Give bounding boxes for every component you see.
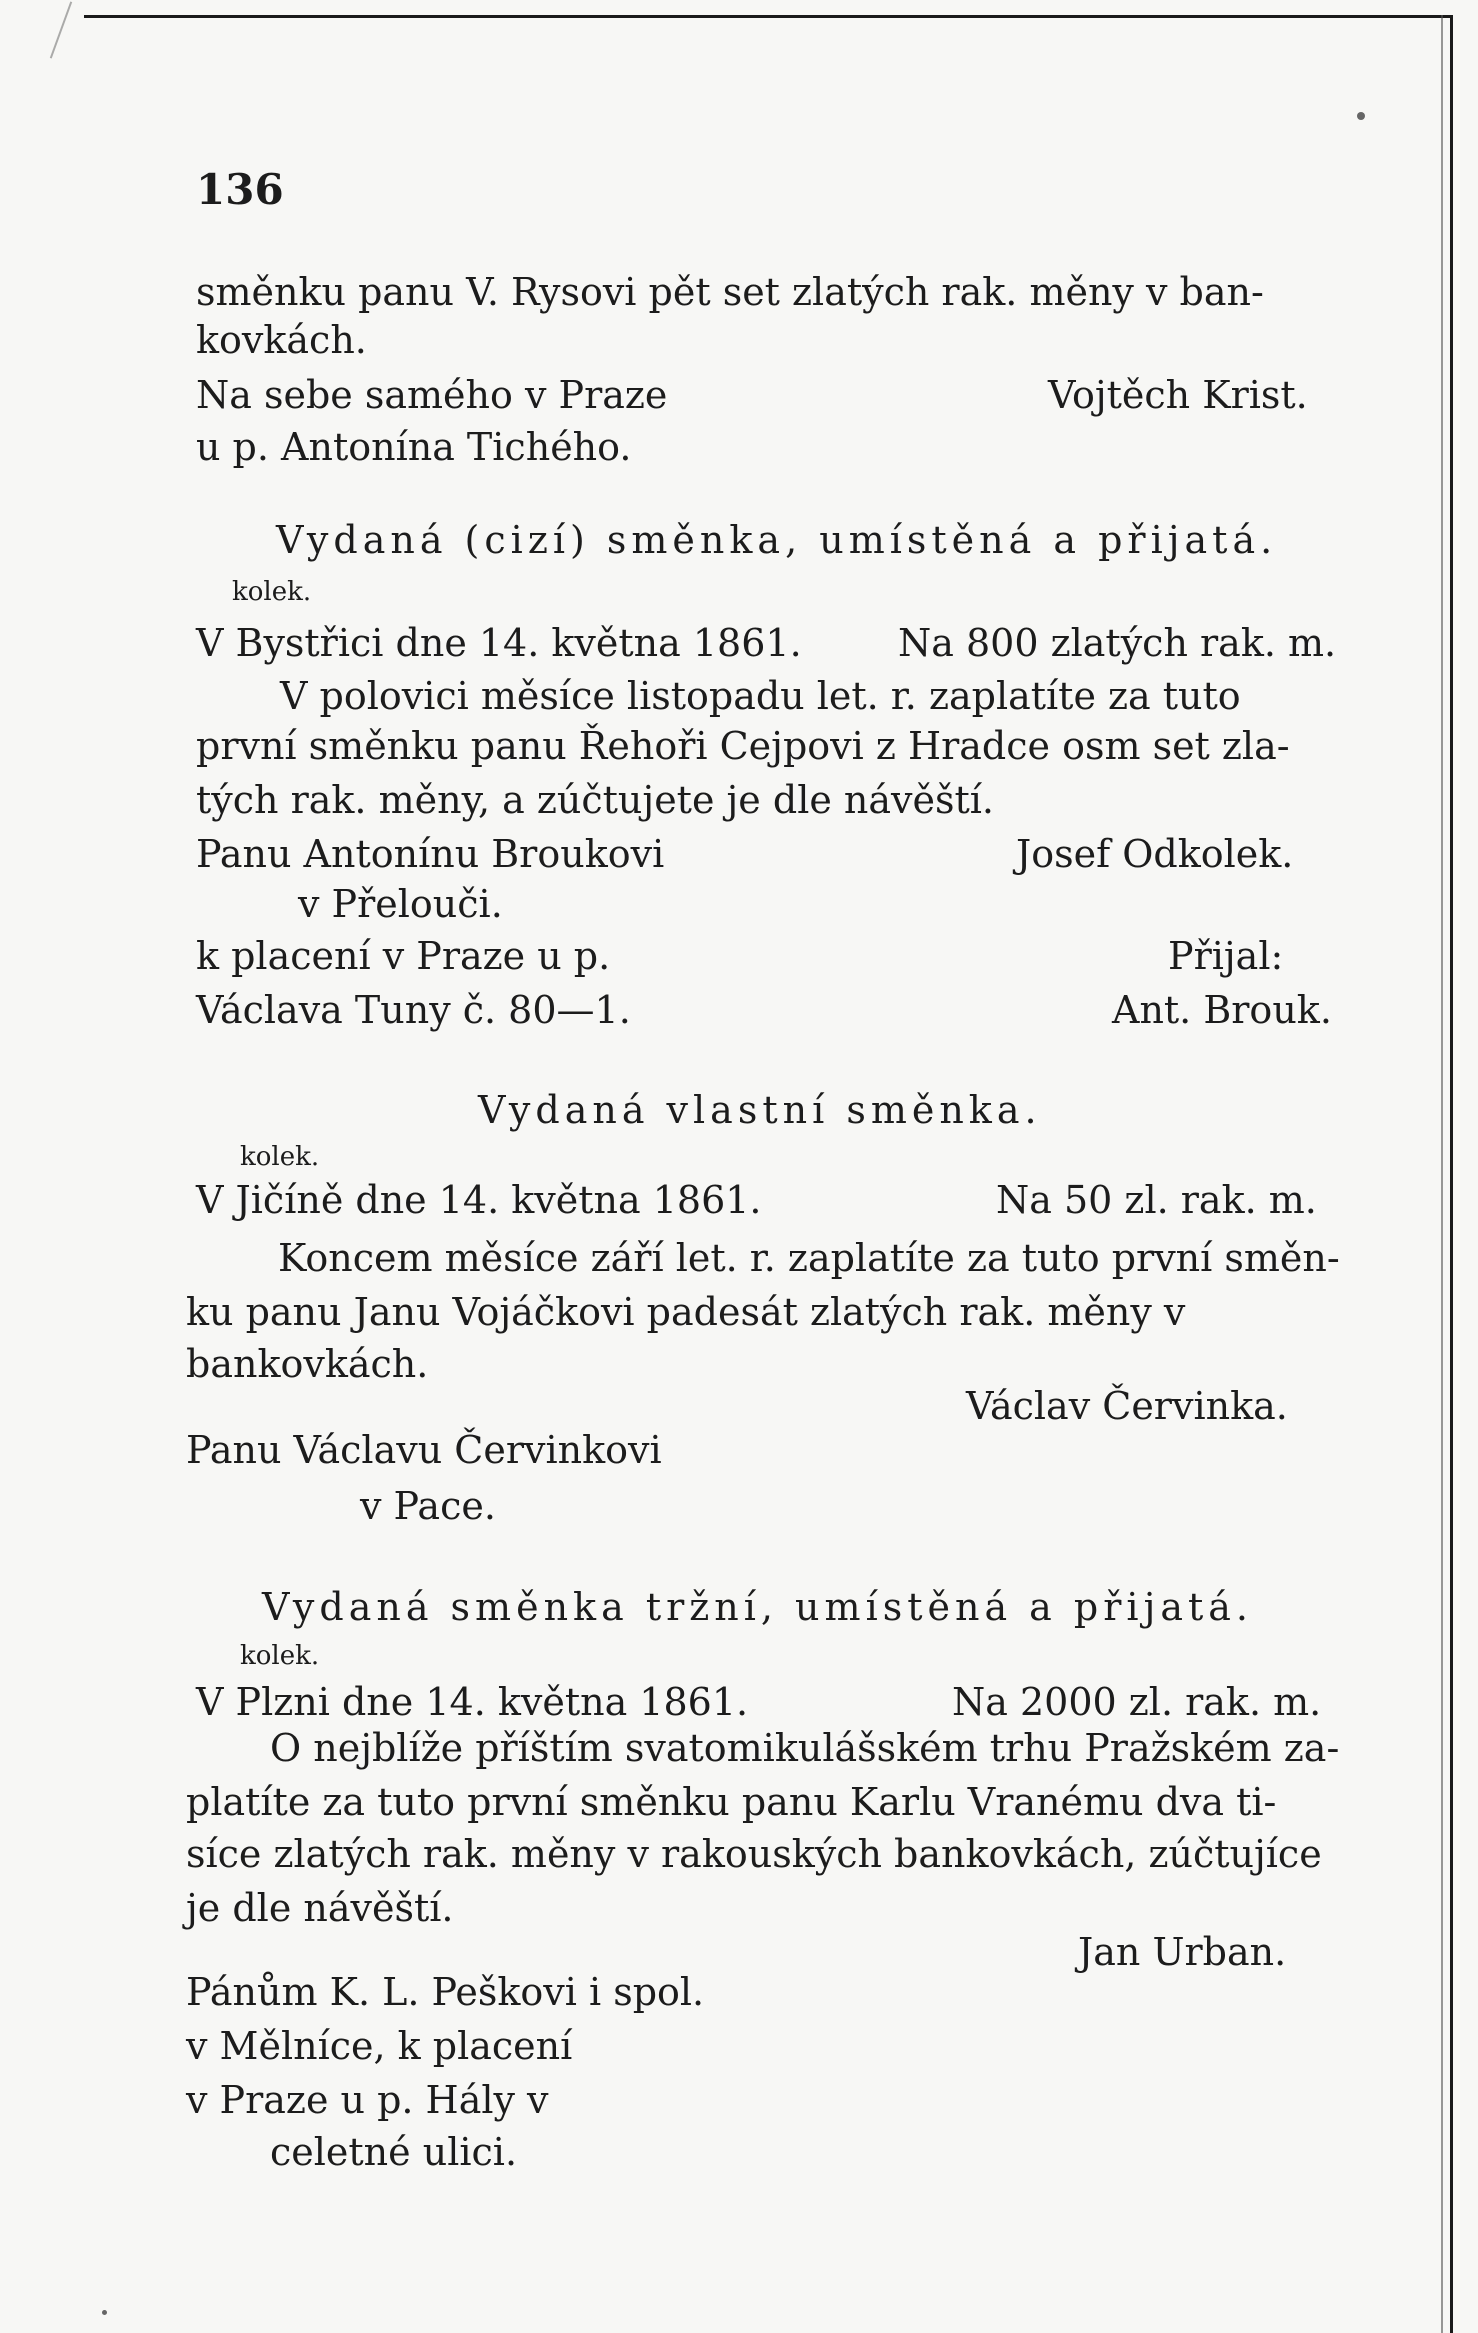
amount: Na 800 zlatých rak. m. bbox=[898, 621, 1337, 665]
stamp-label: kolek. bbox=[232, 577, 312, 607]
signer: Jan Urban. bbox=[1078, 1930, 1287, 1974]
section-heading: Vydaná vlastní směnka. bbox=[478, 1088, 1042, 1132]
body-line: Koncem měsíce září let. r. zaplatíte za tuto první směn- bbox=[278, 1236, 1340, 1280]
body-line: V polovici měsíce listopadu let. r. zaplatíte za tuto bbox=[280, 674, 1241, 718]
amount: Na 50 zl. rak. m. bbox=[996, 1178, 1317, 1222]
place-date: V Bystřici dne 14. května 1861. bbox=[196, 621, 802, 665]
signer: Josef Odkolek. bbox=[1016, 832, 1294, 876]
payable-line: k placení v Praze u p. bbox=[196, 934, 611, 978]
text-line: kovkách. bbox=[196, 318, 367, 362]
signer: Václav Červinka. bbox=[966, 1384, 1288, 1428]
scan-frame-top bbox=[84, 15, 1450, 18]
drawee-line: u p. Antonína Tichého. bbox=[196, 425, 632, 469]
body-line: O nejblíže příštím svatomikulášském trhu Pražském za- bbox=[270, 1726, 1340, 1770]
drawee-line: v Přelouči. bbox=[298, 882, 503, 926]
drawee-line: celetné ulici. bbox=[270, 2130, 518, 2174]
drawee-line: v Mělníce, k placení bbox=[186, 2024, 573, 2068]
scan-frame-right bbox=[1450, 15, 1453, 2333]
signer: Vojtěch Krist. bbox=[1048, 373, 1308, 417]
drawee-line: v Pace. bbox=[360, 1484, 496, 1528]
body-line: tých rak. měny, a zúčtujete je dle návěští. bbox=[196, 778, 994, 822]
drawee-line: Panu Václavu Červinkovi bbox=[186, 1428, 662, 1472]
section-heading: Vydaná směnka tržní, umístěná a přijatá. bbox=[262, 1585, 1254, 1629]
page-number: 136 bbox=[196, 165, 284, 214]
acceptor: Ant. Brouk. bbox=[1112, 988, 1332, 1032]
accepted-label: Přijal: bbox=[1168, 934, 1284, 978]
stamp-label: kolek. bbox=[240, 1641, 320, 1671]
speck bbox=[102, 2310, 107, 2315]
drawee-line: Panu Antonínu Broukovi bbox=[196, 832, 665, 876]
body-line: platíte za tuto první směnku panu Karlu Vranému dva ti- bbox=[186, 1780, 1277, 1824]
stamp-label: kolek. bbox=[240, 1142, 320, 1172]
body-line: je dle návěští. bbox=[186, 1886, 454, 1930]
drawee-line: Pánům K. L. Peškovi i spol. bbox=[186, 1970, 705, 2014]
drawee-line: v Praze u p. Hály v bbox=[186, 2078, 549, 2122]
place-date: V Plzni dne 14. května 1861. bbox=[196, 1680, 749, 1724]
section-heading: Vydaná (cizí) směnka, umístěná a přijatá. bbox=[276, 518, 1278, 562]
drawee-line: Na sebe samého v Praze bbox=[196, 373, 668, 417]
place-date: V Jičíně dne 14. května 1861. bbox=[196, 1178, 762, 1222]
speck bbox=[1357, 112, 1365, 120]
scan-frame-right-inner bbox=[1441, 15, 1443, 2333]
amount: Na 2000 zl. rak. m. bbox=[952, 1680, 1322, 1724]
text-line: směnku panu V. Rysovi pět set zlatých rak. měny v ban- bbox=[196, 270, 1264, 314]
body-line: bankovkách. bbox=[186, 1342, 429, 1386]
body-line: síce zlatých rak. měny v rakouských bankovkách, zúčtujíce bbox=[186, 1832, 1322, 1876]
payable-line: Václava Tuny č. 80—1. bbox=[196, 988, 631, 1032]
body-line: první směnku panu Řehoři Cejpovi z Hradce osm set zla- bbox=[196, 724, 1290, 768]
scan-corner-mark bbox=[50, 1, 72, 58]
body-line: ku panu Janu Vojáčkovi padesát zlatých rak. měny v bbox=[186, 1290, 1186, 1334]
